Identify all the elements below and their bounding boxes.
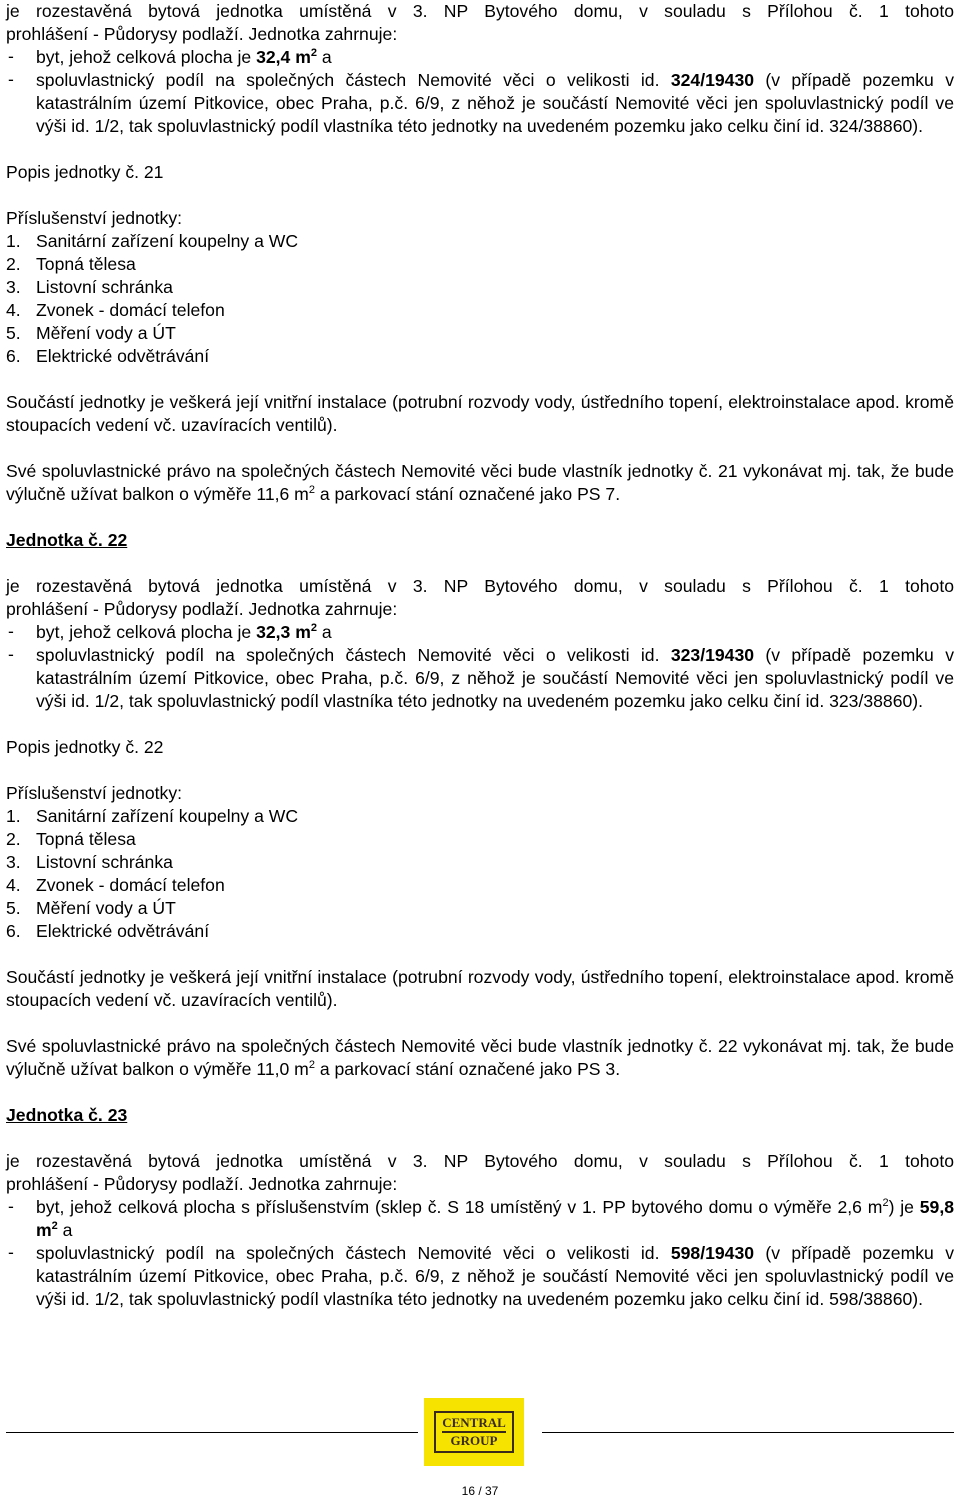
- components-paragraph: Součástí jednotky je veškerá její vnitřní instalace (potrubní rozvody vody, ústředního topení, elektroinstalace apod. kromě stoupacích vedení vč. uzavíracích ventilů).: [6, 967, 954, 1010]
- dash-bullet: -: [8, 1196, 14, 1216]
- unit-item: [6, 46, 954, 69]
- unit-item-text: byt, jehož celková plocha je 32,4 $m^2$ a: [36, 47, 332, 67]
- components-paragraph: Součástí jednotky je veškerá její vnitřní instalace (potrubní rozvody vody, ústředního topení, elektroinstalace apod. kromě stoupacích vedení vč. uzavíracích ventilů).: [6, 392, 954, 435]
- unit-item-text: byt, jehož celková plocha s příslušenstvím (sklep č. S 18 umístěný v 1. PP bytového domu o výměře 2,6 $m^2$) je 59,8 $m^2$ a: [36, 1197, 954, 1240]
- unit-item: [6, 1242, 954, 1311]
- unit-item: [6, 621, 954, 644]
- unit-item-text: spoluvlastnický podíl na společných částech Nemovité věci o velikosti id. 324/19430 (v případě pozemku v katastrálním území Pitkovice, obec Praha, p.č. 6/9, z něhož je součástí Nemovité věci jen spoluvlastnický podíl ve výši id. 1/2, tak spoluvlastnický podíl vlastníka této jednotky na uvedeném pozemku jako celku činí id. 324/38860).: [36, 70, 954, 136]
- unit-heading: Jednotka č. 23: [6, 1105, 128, 1125]
- list-item: 6. Elektrické odvětrávání: [6, 921, 210, 941]
- dash-bullet: -: [8, 69, 14, 89]
- list-item: 4. Zvonek - domácí telefon: [6, 300, 225, 320]
- accessories-list: [6, 805, 954, 943]
- dash-bullet: -: [8, 644, 14, 664]
- document-page: [6, 0, 954, 1311]
- list-item: 1. Sanitární zařízení koupelny a WC: [6, 231, 299, 251]
- rights-paragraph: Své spoluvlastnické právo na společných částech Nemovité věci bude vlastník jednotky č. 21 vykonávat mj. tak, že bude výlučně užívat balkon o výměře 11,6 $m^2$ a parkovací stání označené jako PS 7.: [6, 461, 954, 504]
- unit-intro-line: prohlášení - Půdorysy podlaží. Jednotka zahrnuje:: [6, 599, 398, 619]
- unit-item: [6, 69, 954, 138]
- rights-paragraph: Své spoluvlastnické právo na společných částech Nemovité věci bude vlastník jednotky č. 22 vykonávat mj. tak, že bude výlučně užívat balkon o výměře 11,0 $m^2$ a parkovací stání označené jako PS 3.: [6, 1036, 954, 1079]
- unit-item: [6, 644, 954, 713]
- list-item: 5. Měření vody a ÚT: [6, 898, 176, 918]
- logo-text-bottom: GROUP: [450, 1433, 498, 1448]
- unit-intro-line: je rozestavěná bytová jednotka umístěná v 3. NP Bytového domu, v souladu s Přílohou č. 1 tohoto: [6, 576, 954, 596]
- list-item: 2. Topná tělesa: [6, 829, 136, 849]
- central-group-logo: [424, 1398, 524, 1466]
- unit-intro-line: prohlášení - Půdorysy podlaží. Jednotka zahrnuje:: [6, 1174, 398, 1194]
- unit-intro-line: je rozestavěná bytová jednotka umístěná v 3. NP Bytového domu, v souladu s Přílohou č. 1 tohoto: [6, 1151, 954, 1171]
- dash-bullet: -: [8, 621, 14, 641]
- dash-bullet: -: [8, 1242, 14, 1262]
- unit-heading: Jednotka č. 22: [6, 530, 128, 550]
- list-item: 5. Měření vody a ÚT: [6, 323, 176, 343]
- list-item: 2. Topná tělesa: [6, 254, 136, 274]
- unit-intro-line: prohlášení - Půdorysy podlaží. Jednotka zahrnuje:: [6, 24, 398, 44]
- section-title: Popis jednotky č. 21: [6, 162, 164, 182]
- logo-text-top: CENTRAL: [442, 1415, 506, 1430]
- dash-bullet: -: [8, 46, 14, 66]
- logo-box: [434, 1411, 514, 1453]
- list-item: 3. Listovní schránka: [6, 277, 173, 297]
- section-title: Popis jednotky č. 22: [6, 737, 164, 757]
- unit-item: [6, 1196, 954, 1242]
- unit-item-text: spoluvlastnický podíl na společných částech Nemovité věci o velikosti id. 323/19430 (v případě pozemku v katastrálním území Pitkovice, obec Praha, p.č. 6/9, z něhož je součástí Nemovité věci jen spoluvlastnický podíl ve výši id. 1/2, tak spoluvlastnický podíl vlastníka této jednotky na uvedeném pozemku jako celku činí id. 323/38860).: [36, 645, 954, 711]
- accessories-label: Příslušenství jednotky:: [6, 783, 183, 803]
- list-item: 1. Sanitární zařízení koupelny a WC: [6, 806, 299, 826]
- list-item: 4. Zvonek - domácí telefon: [6, 875, 225, 895]
- accessories-list: [6, 230, 954, 368]
- unit-item-text: byt, jehož celková plocha je 32,3 $m^2$ a: [36, 622, 332, 642]
- accessories-label: Příslušenství jednotky:: [6, 208, 183, 228]
- list-item: 6. Elektrické odvětrávání: [6, 346, 210, 366]
- unit-intro-line: je rozestavěná bytová jednotka umístěná v 3. NP Bytového domu, v souladu s Přílohou č. 1 tohoto: [6, 1, 954, 21]
- unit-item-text: spoluvlastnický podíl na společných částech Nemovité věci o velikosti id. 598/19430 (v případě pozemku v katastrálním území Pitkovice, obec Praha, p.č. 6/9, z něhož je součástí Nemovité věci jen spoluvlastnický podíl ve výši id. 1/2, tak spoluvlastnický podíl vlastníka této jednotky na uvedeném pozemku jako celku činí id. 598/38860).: [36, 1243, 954, 1309]
- page-number: 16 / 37: [461, 1484, 499, 1498]
- list-item: 3. Listovní schránka: [6, 852, 173, 872]
